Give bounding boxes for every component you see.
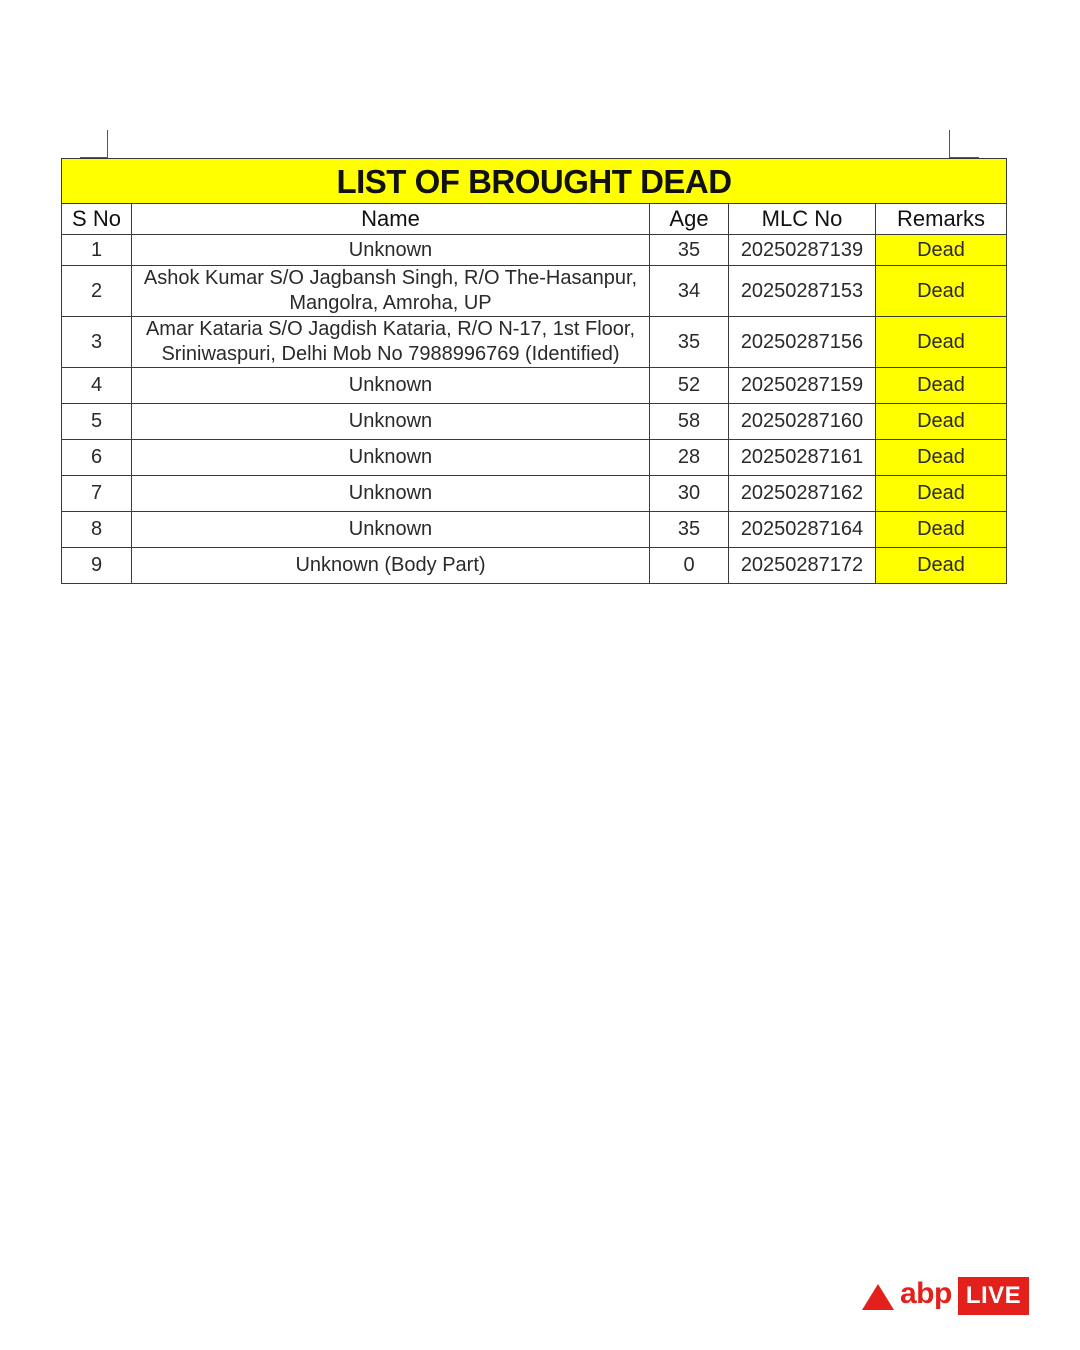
column-header-sno: S No bbox=[62, 204, 132, 235]
column-header-remarks: Remarks bbox=[876, 204, 1007, 235]
age-cell: 52 bbox=[650, 368, 729, 404]
table-row bbox=[62, 266, 1007, 317]
name-line-2: Mangolra, Amroha, UP bbox=[289, 292, 492, 314]
remarks-cell: Dead bbox=[876, 512, 1007, 548]
logo-live-badge: LIVE bbox=[958, 1277, 1029, 1315]
table-row bbox=[62, 317, 1007, 368]
document-title: LIST OF BROUGHT DEAD bbox=[62, 159, 1007, 204]
column-header-mlc: MLC No bbox=[729, 204, 876, 235]
logo-brand: abp bbox=[900, 1277, 952, 1310]
remarks-cell: Dead bbox=[876, 476, 1007, 512]
remarks-cell: Dead bbox=[876, 404, 1007, 440]
header-row bbox=[62, 204, 1007, 235]
sno-cell: 4 bbox=[62, 368, 132, 404]
name-cell: Unknown bbox=[132, 512, 650, 548]
mlc-cell: 20250287139 bbox=[729, 235, 876, 266]
table-row bbox=[62, 476, 1007, 512]
sno-cell: 8 bbox=[62, 512, 132, 548]
column-header-age: Age bbox=[650, 204, 729, 235]
name-line-2: Sriniwaspuri, Delhi Mob No 7988996769 (Identified) bbox=[161, 343, 620, 365]
mlc-cell: 20250287156 bbox=[729, 317, 876, 368]
remarks-cell: Dead bbox=[876, 235, 1007, 266]
age-cell: 34 bbox=[650, 266, 729, 317]
remarks-cell: Dead bbox=[876, 266, 1007, 317]
sno-cell: 2 bbox=[62, 266, 132, 317]
table-row bbox=[62, 548, 1007, 584]
sno-cell: 9 bbox=[62, 548, 132, 584]
table-row bbox=[62, 404, 1007, 440]
triangle-logo-icon bbox=[862, 1284, 894, 1310]
table-row bbox=[62, 235, 1007, 266]
table-row bbox=[62, 440, 1007, 476]
sno-cell: 6 bbox=[62, 440, 132, 476]
mlc-cell: 20250287162 bbox=[729, 476, 876, 512]
abp-live-logo bbox=[862, 1276, 1029, 1316]
title-row bbox=[62, 159, 1007, 204]
crop-mark-right-vertical bbox=[949, 130, 950, 158]
name-cell: Unknown bbox=[132, 235, 650, 266]
name-cell: Unknown bbox=[132, 476, 650, 512]
age-cell: 58 bbox=[650, 404, 729, 440]
remarks-cell: Dead bbox=[876, 317, 1007, 368]
name-line-1: Ashok Kumar S/O Jagbansh Singh, R/O The-Hasanpur, bbox=[143, 267, 638, 289]
sno-cell: 7 bbox=[62, 476, 132, 512]
name-cell bbox=[132, 317, 650, 368]
age-cell: 30 bbox=[650, 476, 729, 512]
mlc-cell: 20250287164 bbox=[729, 512, 876, 548]
remarks-cell: Dead bbox=[876, 368, 1007, 404]
age-cell: 35 bbox=[650, 317, 729, 368]
name-cell bbox=[132, 266, 650, 317]
remarks-cell: Dead bbox=[876, 548, 1007, 584]
mlc-cell: 20250287159 bbox=[729, 368, 876, 404]
name-cell: Unknown bbox=[132, 440, 650, 476]
remarks-cell: Dead bbox=[876, 440, 1007, 476]
mlc-cell: 20250287160 bbox=[729, 404, 876, 440]
crop-mark-left-vertical bbox=[107, 130, 108, 158]
age-cell: 35 bbox=[650, 235, 729, 266]
sno-cell: 1 bbox=[62, 235, 132, 266]
age-cell: 0 bbox=[650, 548, 729, 584]
column-header-name: Name bbox=[132, 204, 650, 235]
sno-cell: 5 bbox=[62, 404, 132, 440]
name-line-1: Amar Kataria S/O Jagdish Kataria, R/O N-17, 1st Floor, bbox=[145, 318, 636, 340]
brought-dead-table bbox=[61, 158, 1007, 584]
name-cell: Unknown (Body Part) bbox=[132, 548, 650, 584]
sno-cell: 3 bbox=[62, 317, 132, 368]
mlc-cell: 20250287161 bbox=[729, 440, 876, 476]
name-cell: Unknown bbox=[132, 368, 650, 404]
mlc-cell: 20250287172 bbox=[729, 548, 876, 584]
age-cell: 35 bbox=[650, 512, 729, 548]
mlc-cell: 20250287153 bbox=[729, 266, 876, 317]
name-cell: Unknown bbox=[132, 404, 650, 440]
table-row bbox=[62, 512, 1007, 548]
age-cell: 28 bbox=[650, 440, 729, 476]
table-row bbox=[62, 368, 1007, 404]
